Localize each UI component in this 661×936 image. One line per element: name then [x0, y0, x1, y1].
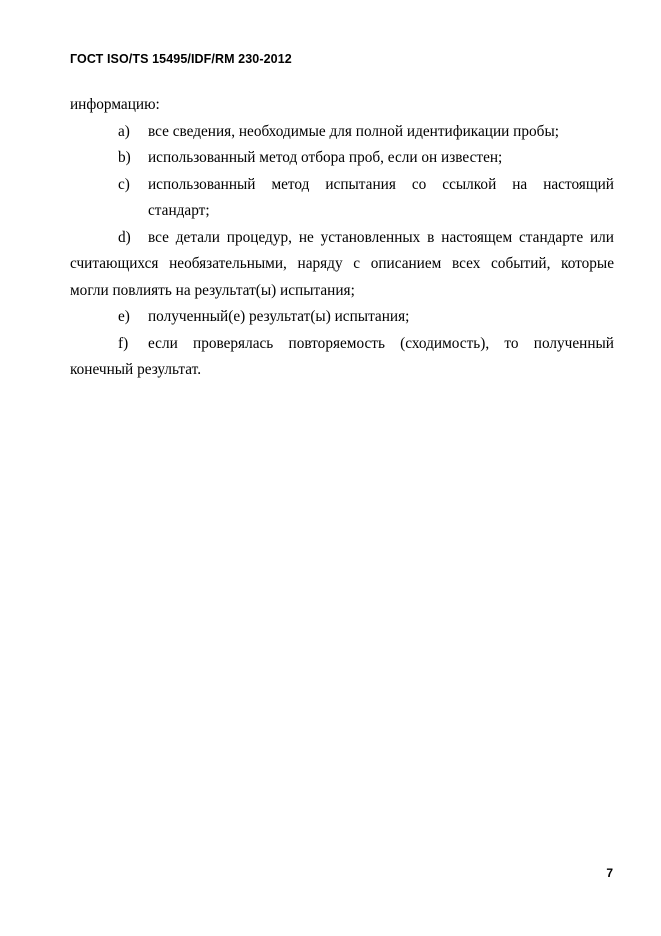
- list-item-d: [118, 225, 614, 252]
- list-item-c-continuation: стандарт;: [148, 202, 210, 219]
- list-item-text: все сведения, необходимые для полной идентификации пробы;: [148, 122, 559, 140]
- list-item-text: использованный метод испытания со ссылкой на настоящий: [148, 175, 614, 193]
- list-marker: c): [118, 175, 130, 193]
- intro-text: информацию:: [70, 96, 160, 113]
- list-item-c: [118, 172, 614, 199]
- list-marker: a): [118, 122, 130, 140]
- document-header: ГОСТ ISO/TS 15495/IDF/RM 230-2012: [70, 52, 292, 66]
- list-item-f-continuation: конечный результат.: [70, 361, 202, 378]
- page-number: 7: [606, 866, 613, 880]
- list-item-f: [118, 331, 614, 358]
- list-marker: f): [118, 334, 129, 352]
- list-item-a: [118, 119, 614, 146]
- document-body: [70, 92, 614, 384]
- list-item-d-continuation-end: могли повлиять на результат(ы) испытания;: [70, 281, 355, 299]
- list-marker: b): [118, 149, 131, 166]
- list-item-text: использованный метод отбора проб, если он известен;: [148, 149, 503, 166]
- list-item-b: [118, 145, 614, 172]
- list-marker: d): [118, 228, 131, 246]
- list-marker: e): [118, 308, 130, 325]
- list-item-text: полученный(е) результат(ы) испытания;: [148, 308, 410, 325]
- list-item-text: если проверялась повторяемость (сходимость), то полученный: [148, 334, 614, 352]
- list-item-e: [118, 304, 614, 331]
- list-item-text: все детали процедур, не установленных в настоящем стандарте или: [148, 228, 614, 246]
- list-item-d-continuation: считающихся необязательными, наряду с описанием всех событий, которые: [70, 255, 614, 272]
